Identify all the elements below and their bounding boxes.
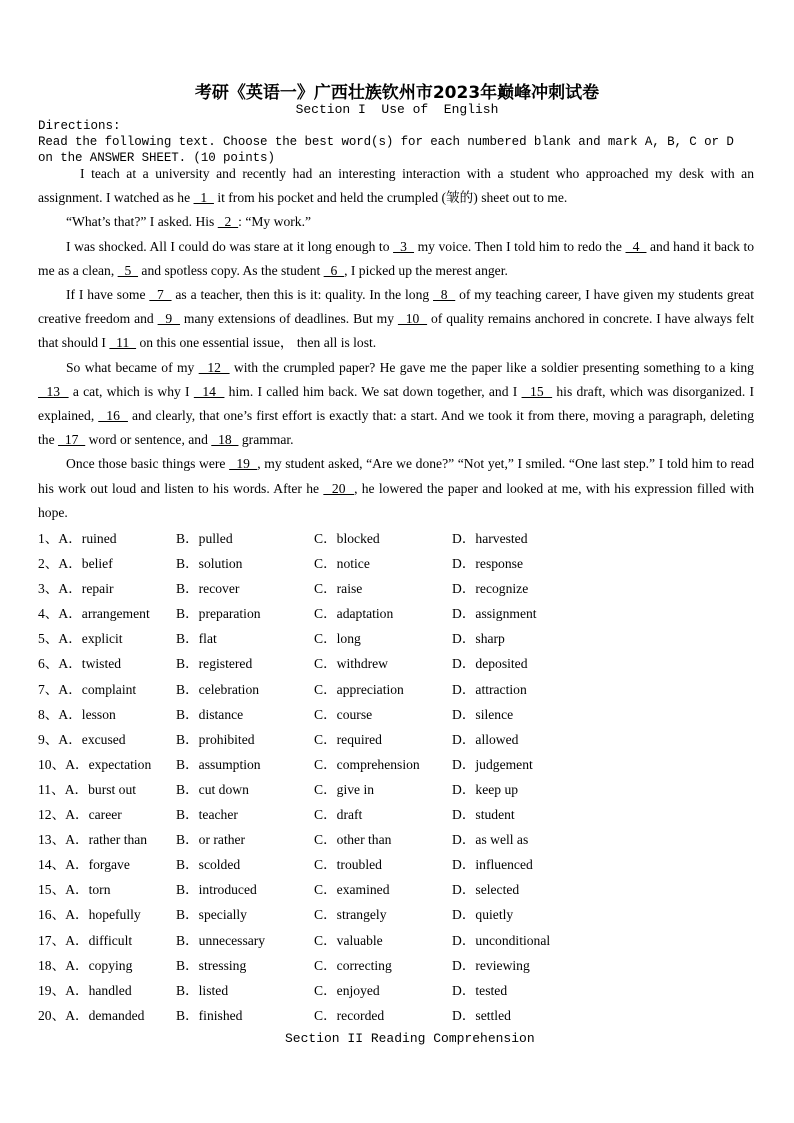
option-b: B．scolded — [176, 857, 241, 873]
option-a: A．copying — [65, 957, 133, 973]
option-a: A．belief — [58, 556, 113, 572]
option-a: A．explicit — [58, 631, 123, 647]
question-row — [38, 853, 758, 878]
option-c: C．notice — [314, 556, 370, 572]
question-row — [38, 678, 758, 703]
exam-title: 考研《英语一》广西壮族钦州市2023年巅峰冲刺试卷 — [194, 83, 600, 103]
question-number: 1、 — [38, 531, 59, 546]
option-c: C．draft — [314, 807, 363, 823]
option-b: B．celebration — [176, 681, 260, 697]
option-a: A．handled — [65, 982, 132, 998]
passage-paragraph — [38, 356, 754, 453]
question-row — [38, 878, 758, 903]
question-number-and-option-a — [38, 678, 136, 698]
option-c: C．adaptation — [314, 606, 394, 622]
question-number-and-option-a — [38, 979, 132, 999]
question-row — [38, 803, 758, 828]
question-number: 13、 — [38, 832, 66, 848]
option-b: B．unnecessary — [176, 932, 266, 948]
question-number-and-option-a — [38, 552, 113, 572]
blank-12: 12 — [198, 359, 230, 375]
question-number-and-option-a — [38, 627, 123, 647]
question-number: 2、 — [38, 556, 59, 572]
blank-6: 6 — [323, 262, 345, 278]
option-c: C．blocked — [314, 531, 380, 546]
passage-paragraph — [38, 283, 754, 356]
option-d: D．quietly — [452, 907, 514, 923]
question-number: 9、 — [38, 731, 59, 747]
option-a: A．burst out — [64, 781, 137, 797]
question-number-and-option-a — [38, 828, 147, 848]
option-d: D．assignment — [452, 606, 537, 622]
question-number-and-option-a — [38, 778, 136, 798]
option-a: A．lesson — [58, 706, 116, 722]
passage-paragraph — [38, 235, 754, 283]
passage-text: I teach at a university and recently had an interesting interaction with a student who approached my desk with an assignment. I watched as he — [38, 166, 754, 206]
passage-text: and spotless copy. As the student — [138, 262, 324, 278]
directions-text: Read the following text. Choose the best word(s) for each numbered blank and mark A, B, C or D on the ANSWER SHEET. (10 points) — [38, 135, 734, 165]
option-c: C．comprehension — [314, 756, 420, 772]
question-number-and-option-a — [38, 929, 132, 949]
option-a: A．expectation — [65, 756, 152, 772]
option-b: B．recover — [176, 581, 240, 597]
option-b: B．or rather — [176, 832, 246, 848]
option-a: A．career — [65, 807, 122, 823]
question-number: 5、 — [38, 631, 59, 647]
option-d: D．response — [452, 556, 523, 572]
option-c: C．strangely — [314, 907, 387, 923]
option-b: B．listed — [176, 982, 229, 998]
passage-text: my voice. Then I told him to redo the — [414, 238, 626, 254]
passage-text: If I have some — [66, 287, 150, 303]
blank-14: 14 — [193, 383, 225, 399]
option-b: B．preparation — [176, 606, 261, 622]
passage-text: on this one essential issue， then all is lost. — [136, 335, 377, 351]
option-a: A．arrangement — [58, 606, 150, 622]
question-number-and-option-a — [38, 753, 151, 773]
passage-paragraph — [38, 452, 754, 525]
question-number-and-option-a — [38, 728, 126, 748]
option-b: B．pulled — [176, 531, 233, 546]
option-d: D．reviewing — [452, 957, 530, 973]
passage-text: of my teaching career, I have given my students great creative freedom and — [38, 287, 755, 327]
blank-7: 7 — [149, 287, 172, 303]
question-row — [38, 728, 758, 753]
question-number-and-option-a — [38, 803, 122, 823]
option-a: A．demanded — [65, 1007, 145, 1023]
question-row — [38, 753, 758, 778]
option-d: D．tested — [452, 982, 508, 998]
question-row — [38, 778, 758, 803]
question-row — [38, 552, 758, 577]
option-a: A．twisted — [58, 656, 122, 672]
question-number-and-option-a — [38, 1004, 144, 1024]
question-row — [38, 703, 758, 728]
option-d: D．recognize — [452, 581, 529, 597]
option-b: B．flat — [176, 631, 217, 647]
option-c: C．correcting — [314, 957, 392, 973]
option-c: C．examined — [314, 882, 390, 898]
option-c: C．other than — [314, 832, 392, 848]
option-b: B．teacher — [176, 807, 238, 823]
question-row — [38, 903, 758, 928]
option-d: D．unconditional — [452, 932, 551, 948]
question-number: 15、 — [38, 882, 66, 898]
passage-text: word or sentence, and — [85, 432, 212, 448]
question-number-and-option-a — [38, 954, 132, 974]
option-a: A．complaint — [58, 681, 137, 697]
section-1-heading: Section I Use of English — [295, 102, 499, 117]
passage-text: : “My work.” — [238, 214, 312, 230]
option-b: B．introduced — [176, 882, 257, 898]
blank-20: 20 — [323, 480, 355, 496]
option-a: A．excused — [58, 731, 126, 747]
question-number: 17、 — [38, 932, 66, 948]
option-c: C．give in — [314, 781, 375, 797]
question-number-and-option-a — [38, 527, 117, 547]
blank-10: 10 — [397, 311, 428, 327]
blank-18: 18 — [211, 432, 239, 448]
blank-9: 9 — [157, 311, 180, 327]
question-number-and-option-a — [38, 652, 121, 672]
question-number-and-option-a — [38, 903, 141, 923]
option-a: A．repair — [58, 581, 114, 597]
option-d: D．influenced — [452, 857, 533, 873]
blank-15: 15 — [521, 383, 553, 399]
passage-text: , my student asked, “Are we done?” “Not yet,” I smiled. “One last step.” I told him to read his work out loud and listen to his words. After he — [38, 456, 755, 496]
blank-8: 8 — [433, 287, 456, 303]
passage-text: with the crumpled paper? He gave me the paper like a soldier presenting something to a king — [229, 359, 754, 375]
question-row — [38, 828, 758, 853]
question-number: 16、 — [38, 907, 66, 923]
question-number: 7、 — [38, 681, 59, 697]
blank-2: 2 — [217, 214, 239, 230]
option-b: B．distance — [176, 706, 244, 722]
option-b: B．finished — [176, 1007, 243, 1023]
question-number: 14、 — [38, 857, 66, 873]
option-c: C．raise — [314, 581, 363, 597]
question-row — [38, 527, 758, 552]
passage-text: , I picked up the merest anger. — [344, 262, 508, 278]
passage-text: it from his pocket and held the crumpled (皱的) sheet out to me. — [213, 190, 568, 206]
passage-text: a cat, which is why I — [68, 383, 194, 399]
option-c: C．appreciation — [314, 681, 404, 697]
question-number: 4、 — [38, 606, 59, 622]
question-number: 19、 — [38, 982, 66, 998]
passage-text: Once those basic things were — [66, 456, 230, 472]
option-a: A．rather than — [65, 832, 148, 848]
question-number-and-option-a — [38, 878, 111, 898]
question-row — [38, 627, 758, 652]
blank-4: 4 — [625, 238, 647, 254]
question-number: 10、 — [38, 756, 66, 772]
passage-text: of quality remains anchored in concrete. I have always felt that should I — [38, 311, 754, 351]
passage-text: many extensions of deadlines. But my — [179, 311, 398, 327]
blank-19: 19 — [229, 456, 258, 472]
question-row — [38, 652, 758, 677]
option-d: D．selected — [452, 882, 520, 898]
passage-text: grammar. — [238, 432, 294, 448]
question-options — [38, 527, 758, 1029]
question-row — [38, 602, 758, 627]
blank-3: 3 — [393, 238, 415, 254]
option-d: D．judgement — [452, 756, 533, 772]
option-a: A．forgave — [65, 857, 130, 873]
option-b: B．prohibited — [176, 731, 255, 747]
question-number: 12、 — [38, 807, 66, 823]
option-b: B．solution — [176, 556, 243, 572]
passage-text: and hand it back to me as a clean, — [38, 238, 755, 278]
question-row — [38, 1004, 758, 1029]
option-d: D．settled — [452, 1007, 511, 1023]
passage-text: , he lowered the paper and looked at me, with his expression filled with hope. — [38, 480, 755, 520]
question-number-and-option-a — [38, 602, 150, 622]
option-a: A．ruined — [58, 531, 117, 546]
option-b: B．cut down — [176, 781, 249, 797]
option-d: D．harvested — [452, 531, 528, 546]
passage-text: him. I called him back. We sat down together, and I — [224, 383, 522, 399]
option-d: D．allowed — [452, 731, 519, 747]
question-number-and-option-a — [38, 853, 130, 873]
question-number: 20、 — [38, 1007, 66, 1023]
directions-label: Directions: — [38, 119, 121, 133]
blank-13: 13 — [38, 383, 69, 399]
blank-11: 11 — [109, 335, 137, 351]
option-c: C．withdrew — [314, 656, 389, 672]
passage-paragraph — [38, 210, 754, 234]
option-d: D．student — [452, 807, 515, 823]
option-d: D．attraction — [452, 681, 527, 697]
passage-text: and clearly, that one’s first effort is exactly that: a start. And we took it from there, moving a paragraph, deleting the — [38, 408, 754, 448]
blank-17: 17 — [58, 432, 86, 448]
option-c: C．long — [314, 631, 361, 647]
option-c: C．course — [314, 706, 373, 722]
option-c: C．valuable — [314, 932, 383, 948]
question-row — [38, 954, 758, 979]
option-b: B．specially — [176, 907, 247, 923]
passage-text: his draft, which was disorganized. I explained, — [38, 383, 755, 424]
option-c: C．required — [314, 731, 382, 747]
question-number-and-option-a — [38, 577, 114, 597]
question-number-and-option-a — [38, 703, 116, 723]
option-b: B．stressing — [176, 957, 247, 973]
passage-text: as a teacher, then this is it: quality. In the long — [171, 287, 434, 303]
option-a: A．hopefully — [65, 907, 141, 923]
passage-paragraph — [38, 162, 754, 210]
question-number: 6、 — [38, 656, 59, 672]
question-number: 3、 — [38, 581, 59, 597]
passage-text: So what became of my — [66, 359, 199, 375]
cloze-passage — [38, 162, 754, 525]
question-number: 8、 — [38, 706, 59, 722]
option-a: A．difficult — [65, 932, 133, 948]
option-d: D．deposited — [452, 656, 528, 672]
option-a: A．torn — [65, 882, 111, 898]
passage-text: “What’s that?” I asked. His — [66, 214, 218, 230]
option-c: C．recorded — [314, 1007, 385, 1023]
option-d: D．sharp — [452, 631, 505, 647]
option-d: D．keep up — [452, 781, 519, 797]
question-row — [38, 577, 758, 602]
blank-1: 1 — [193, 190, 214, 206]
option-c: C．troubled — [314, 857, 382, 873]
blank-5: 5 — [117, 262, 139, 278]
option-c: C．enjoyed — [314, 982, 380, 998]
option-b: B．registered — [176, 656, 253, 672]
option-d: D．as well as — [452, 832, 529, 848]
question-number: 11、 — [38, 781, 65, 797]
option-b: B．assumption — [176, 756, 261, 772]
section-2-heading: Section II Reading Comprehension — [285, 1031, 535, 1046]
question-number: 18、 — [38, 957, 66, 973]
question-row — [38, 979, 758, 1004]
question-row — [38, 929, 758, 954]
blank-16: 16 — [98, 408, 128, 424]
option-d: D．silence — [452, 706, 514, 722]
passage-text: I was shocked. All I could do was stare at it long enough to — [66, 238, 394, 254]
